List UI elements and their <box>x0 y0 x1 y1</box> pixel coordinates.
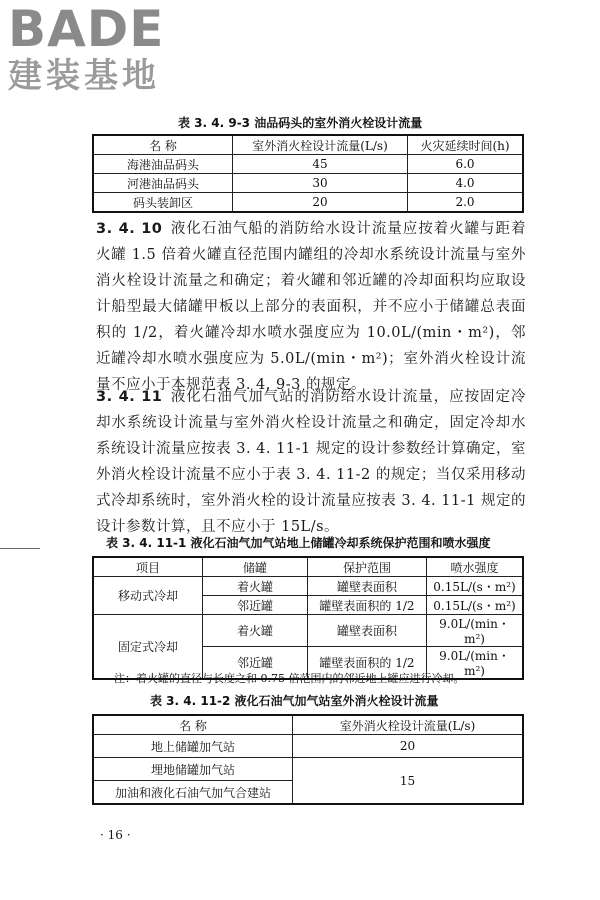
logo-subtitle: 建装基地 <box>8 56 160 96</box>
table-cell: 4.0 <box>408 174 524 193</box>
clause-number: 3. 4. 11 <box>96 389 163 405</box>
header-cell: 名 称 <box>93 135 233 155</box>
table-cell: 埋地储罐加气站 <box>93 758 293 781</box>
table-row <box>93 577 523 596</box>
table-cell: 罐壁表面积 <box>308 615 427 647</box>
table-row <box>93 615 523 647</box>
table-cell: 码头装卸区 <box>93 193 233 213</box>
table-cell: 0.15L/(s・m²) <box>427 596 524 615</box>
table-cell: 15 <box>293 758 524 805</box>
table-cell: 9.0L/(min・m²) <box>427 615 524 647</box>
table-caption: 表 3. 4. 11-1 液化石油气加气站地上储罐冷却系统保护范围和喷水强度 <box>106 536 491 550</box>
table-caption: 表 3. 4. 11-2 液化石油气加气站室外消火栓设计流量 <box>150 694 439 708</box>
table-note: 注：着火罐的直径与长度之和 0.75 倍范围内的邻近地上罐应进行冷却。 <box>114 672 465 685</box>
header-cell: 项目 <box>93 557 203 577</box>
header-cell: 室外消火栓设计流量(L/s) <box>233 135 408 155</box>
clause-3-4-10 <box>96 216 526 398</box>
table-lpg-cooling-system <box>92 556 524 680</box>
table-cell: 着火罐 <box>203 577 308 596</box>
table-cell: 罐壁表面积的 1/2 <box>308 647 427 680</box>
clause-number: 3. 4. 10 <box>96 221 163 237</box>
table-cell: 6.0 <box>408 155 524 174</box>
logo-text: BADE <box>8 0 165 58</box>
clause-3-4-11 <box>96 384 526 540</box>
table-cell: 30 <box>233 174 408 193</box>
table-cell: 罐壁表面积 <box>308 577 427 596</box>
table-cell: 罐壁表面积的 1/2 <box>308 596 427 615</box>
table-row <box>93 174 523 193</box>
table-cell: 20 <box>233 193 408 213</box>
table-cell: 地上储罐加气站 <box>93 735 293 758</box>
header-cell: 室外消火栓设计流量(L/s) <box>293 715 524 735</box>
header-cell: 储罐 <box>203 557 308 577</box>
page-number: · 16 · <box>100 828 131 842</box>
table-oil-wharf-hydrant-flow <box>92 134 524 213</box>
table-cell: 河港油品码头 <box>93 174 233 193</box>
group-cell: 移动式冷却 <box>93 577 203 615</box>
table-cell: 0.15L/(s・m²) <box>427 577 524 596</box>
table-cell: 邻近罐 <box>203 596 308 615</box>
table-cell: 2.0 <box>408 193 524 213</box>
table-cell: 加油和液化石油气加气合建站 <box>93 781 293 805</box>
table-cell: 着火罐 <box>203 615 308 647</box>
table-header-row <box>93 557 523 577</box>
header-cell: 火灾延续时间(h) <box>408 135 524 155</box>
margin-mark <box>0 548 40 549</box>
table-cell: 9.0L/(min・m²) <box>427 647 524 680</box>
header-cell: 名 称 <box>93 715 293 735</box>
table-header-row <box>93 135 523 155</box>
table-row <box>93 758 523 781</box>
clause-text: 液化石油气加气站的消防给水设计流量，应按固定冷却水系统设计流量与室外消火栓设计流量之和确定，固定冷却水系统设计流量应按表 3. 4. 11-1 规定的设计参数经计算确定，室外消火栓设计流量不应小于表 3. 4. 11-2 的规定；当仅采用移动式冷却系统时，室外消火栓的设计流量应按表 3. 4. 11-1 规定的设计参数计算，且不应小于 15L/s。 <box>96 389 526 535</box>
bade-logo <box>8 0 188 96</box>
table-header-row <box>93 715 523 735</box>
table-row <box>93 155 523 174</box>
clause-text: 液化石油气船的消防给水设计流量应按着火罐与距着火罐 1.5 倍着火罐直径范围内罐组的冷却水系统设计流量与室外消火栓设计流量之和确定；着火罐和邻近罐的冷却面积均应取设计船型最大储罐甲板以上部分的表面积，并不应小于储罐总表面积的 1/2，着火罐冷却水喷水强度应为 10.0L/(min・m²)，邻近罐冷却水喷水强度应为 5.0L/(min・m²)；室外消火栓设计流量不应小于本规范表 3. 4. 9-3 的规定。 <box>96 221 526 393</box>
table-cell: 20 <box>293 735 524 758</box>
table-cell: 海港油品码头 <box>93 155 233 174</box>
table-cell: 邻近罐 <box>203 647 308 680</box>
group-cell: 固定式冷却 <box>93 615 203 680</box>
table-lpg-station-hydrant-flow <box>92 714 524 805</box>
table-caption: 表 3. 4. 9-3 油品码头的室外消火栓设计流量 <box>178 116 423 130</box>
table-row <box>93 193 523 213</box>
header-cell: 喷水强度 <box>427 557 524 577</box>
header-cell: 保护范围 <box>308 557 427 577</box>
table-row <box>93 735 523 758</box>
table-cell: 45 <box>233 155 408 174</box>
